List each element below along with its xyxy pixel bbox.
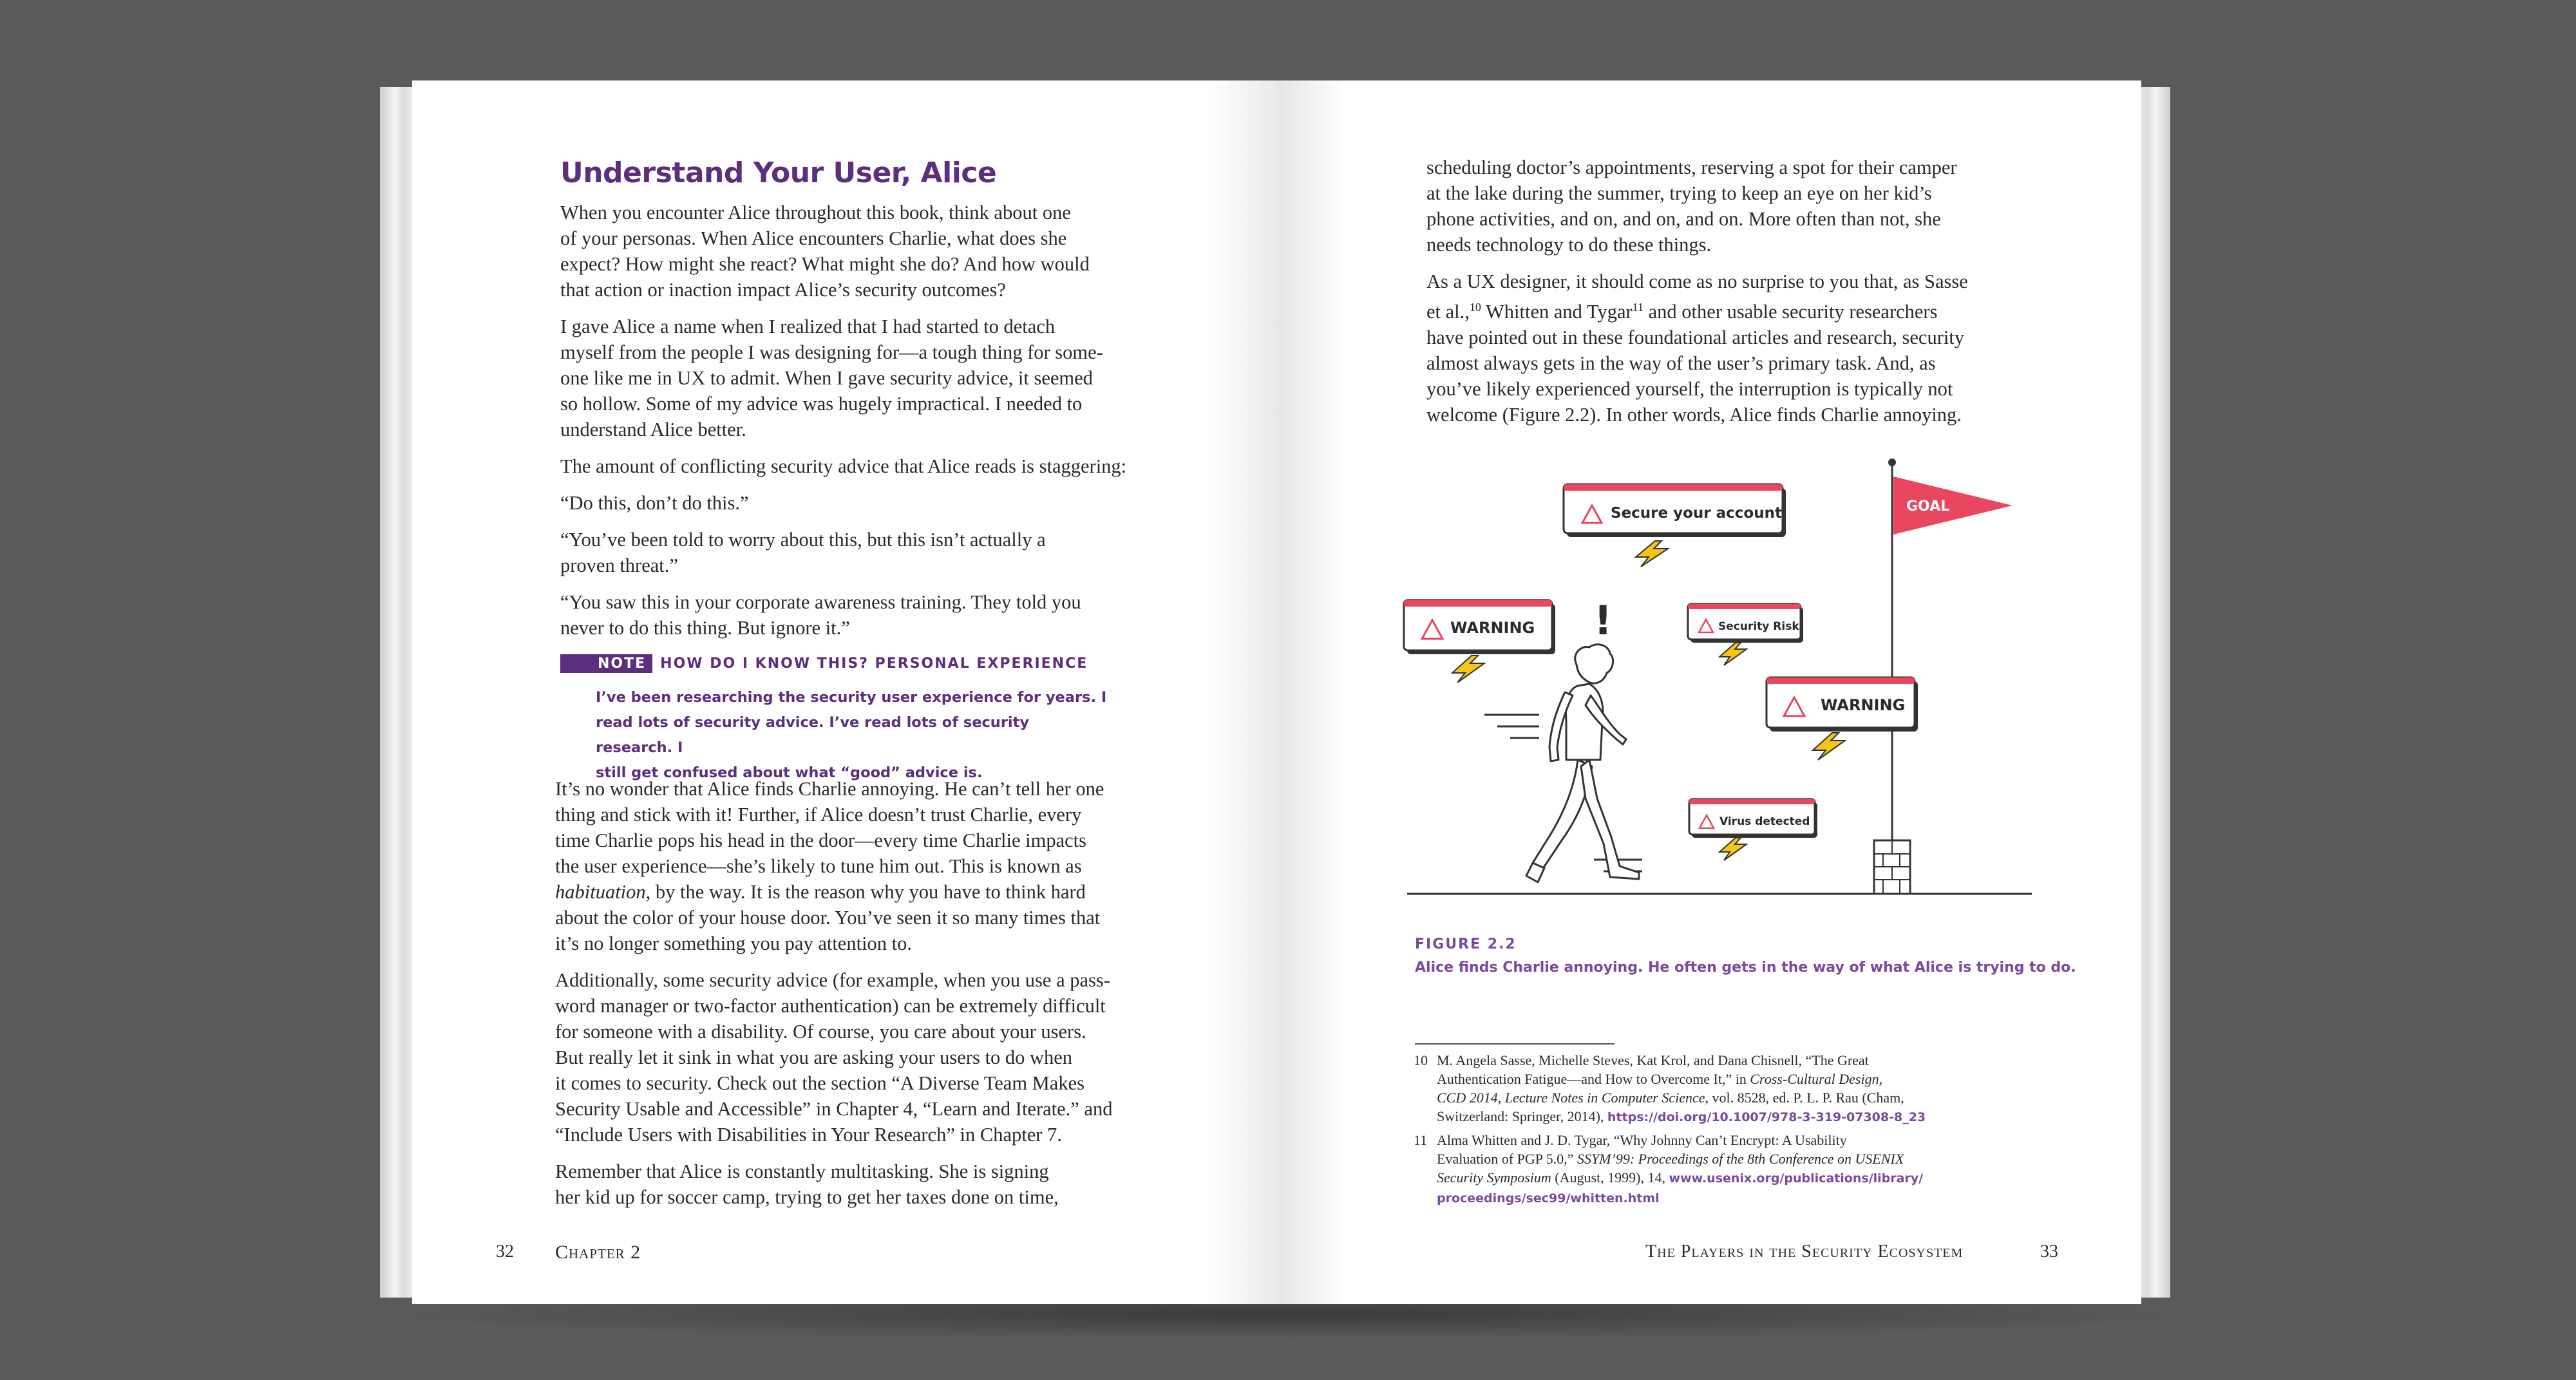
note-box <box>560 653 1140 786</box>
usenix-link[interactable]: www.usenix.org/publications/library/ <box>1669 1171 1924 1186</box>
exclamation-mark: ! <box>1594 597 1613 644</box>
svg-text:WARNING: WARNING <box>1450 619 1535 637</box>
paragraph-4: It’s no wonder that Alice finds Charlie annoying. He can’t tell her one thing and stick with it! Further, if Alice doesn’t trust Charlie, every time Charlie pops his head in the door—every time Charlie impacts the user experience—she’s likely to tune him out. This is known as habituation, by the way. It is the reason why you have to think hard about the color of your house door. You’ve seen it so many times that it’s no longer something you pay attention to. <box>555 778 1104 954</box>
brick-base-icon <box>1874 840 1910 894</box>
alert-warning-left <box>1404 600 1555 683</box>
footnote-ref-10[interactable]: 10 <box>1469 301 1481 314</box>
footnotes <box>1414 1051 1980 1212</box>
right-page-number: 33 <box>2040 1242 2058 1262</box>
svg-text:Security Risk: Security Risk <box>1718 620 1799 633</box>
note-body: I’ve been researching the security user experience for years. I read lots of security advice. I’ve read lots of security research. I still get confused about what “good” advice is. <box>596 689 1107 781</box>
figure-caption: Alice finds Charlie annoying. He often gets in the way of what Alice is trying to do. <box>1415 959 2076 976</box>
svg-text:Secure your account: Secure your account <box>1611 505 1782 522</box>
note-heading: HOW DO I KNOW THIS? PERSONAL EXPERIENCE <box>660 655 1088 672</box>
alert-virus-detected <box>1689 799 1817 860</box>
right-paragraph-2: As a UX designer, it should come as no surprise to you that, as Sasse et al.,$^{10}$ Whitten and Tygar$^{11}$ and other usable security researchers have pointed out in these foundational articles and research, security almost always gets in the way of the user’s primary task. And, as you’ve likely experienced yourself, the interruption is typically not welcome (Figure 2.2). In other words, Alice finds Charlie annoying. <box>1426 270 1968 426</box>
footnote-10: 10 M. Angela Sasse, Michelle Steves, Kat Krol, and Dana Chisnell, “The Great Authentication Fatigue—and How to Overcome It,” in Cross-Cultural Design, CCD 2014, Lecture Notes in Computer Science, vol. 8528, ed. P. L. P. Rau (Cham, Switzerland: Springer, 2014), https://doi.org/10.1007/978-3-319-07308-8_23 <box>1414 1052 1926 1124</box>
paragraph-3: The amount of conflicting security advice that Alice reads is staggering: <box>560 455 1127 477</box>
left-body-lower <box>555 776 1141 1221</box>
quote-3: “You saw this in your corporate awareness training. They told you never to do this thing. But ignore it.” <box>560 591 1081 639</box>
pole-knob <box>1888 458 1896 466</box>
footnote-11: 11 Alma Whitten and J. D. Tygar, “Why Johnny Can’t Encrypt: A Usability Evaluation of PGP 5.0,” SSYM’99: Proceedings of the 8th Conference on USENIX Security Symposium (August, 1999), 14, www.usenix.org/publications/library/ proceedings/sec99/whitten.html <box>1414 1132 1924 1205</box>
bolt-icon <box>1719 838 1747 860</box>
footnote-ref-11[interactable]: 11 <box>1632 301 1644 314</box>
usenix-link-cont[interactable]: proceedings/sec99/whitten.html <box>1437 1191 1660 1205</box>
doi-link[interactable]: https://doi.org/10.1007/978-3-319-07308-8_23 <box>1607 1110 1926 1124</box>
right-running-head: The Players in the Security Ecosystem <box>1645 1242 1964 1262</box>
right-paragraph-1: scheduling doctor’s appointments, reserving a spot for their camper at the lake during the summer, trying to keep an eye on her kid’s phone activities, and on, and on, and on. More often than not, she needs technology to do these things. <box>1426 156 1957 256</box>
alert-security-risk <box>1688 604 1803 665</box>
svg-text:WARNING: WARNING <box>1821 696 1906 714</box>
paragraph-5: Additionally, some security advice (for example, when you use a pass- word manager or two-factor authentication) can be extremely difficult for someone with a disability. Of course, you care about your users. But really let it sink in what you are asking your users to do when it comes to security. Check out the section “A Diverse Team Makes Security Usable and Accessible” in Chapter 4, “Learn and Iterate.” and “Include Users with Disabilities in Your Research” in Chapter 7. <box>555 969 1113 1146</box>
paragraph-2: I gave Alice a name when I realized that I had started to detach myself from the people I was designing for—a tough thing for some- one like me in UX to admit. When I gave security advice, it seemed so hollow. Some of my advice was hugely impractical. I needed to understand Alice better. <box>560 316 1103 440</box>
section-heading: Understand Your User, Alice <box>560 156 997 189</box>
goal-flag-label: GOAL <box>1906 498 1950 515</box>
bolt-icon <box>1636 541 1668 567</box>
alert-warning-right <box>1766 677 1918 760</box>
alert-secure-account <box>1564 484 1786 567</box>
paragraph-6: Remember that Alice is constantly multitasking. She is signing her kid up for soccer camp, trying to get her taxes done on time, <box>555 1160 1059 1208</box>
bolt-icon <box>1452 656 1484 683</box>
left-running-head: Chapter 2 <box>555 1242 641 1263</box>
bolt-icon <box>1719 643 1747 665</box>
left-body <box>560 200 1140 652</box>
bolt-icon <box>1813 733 1845 760</box>
svg-text:Virus detected: Virus detected <box>1719 815 1810 828</box>
right-body <box>1426 155 2038 439</box>
footnote-rule <box>1415 1043 1615 1044</box>
figure-illustration <box>1385 451 2041 914</box>
left-page-number: 32 <box>496 1242 514 1262</box>
note-header <box>560 653 1140 674</box>
figure-label: FIGURE 2.2 <box>1415 936 1517 952</box>
quote-2: “You’ve been told to worry about this, but this isn’t actually a proven threat.” <box>560 529 1046 576</box>
quote-1: “Do this, don’t do this.” <box>560 492 749 514</box>
paragraph-1: When you encounter Alice throughout this book, think about one of your personas. When Alice encounters Charlie, what does she expect? How might she react? What might she do? And how would that action or inaction impact Alice’s security outcomes? <box>560 202 1090 301</box>
alice-walking-figure <box>1526 645 1639 882</box>
note-tag: NOTE <box>560 654 652 673</box>
